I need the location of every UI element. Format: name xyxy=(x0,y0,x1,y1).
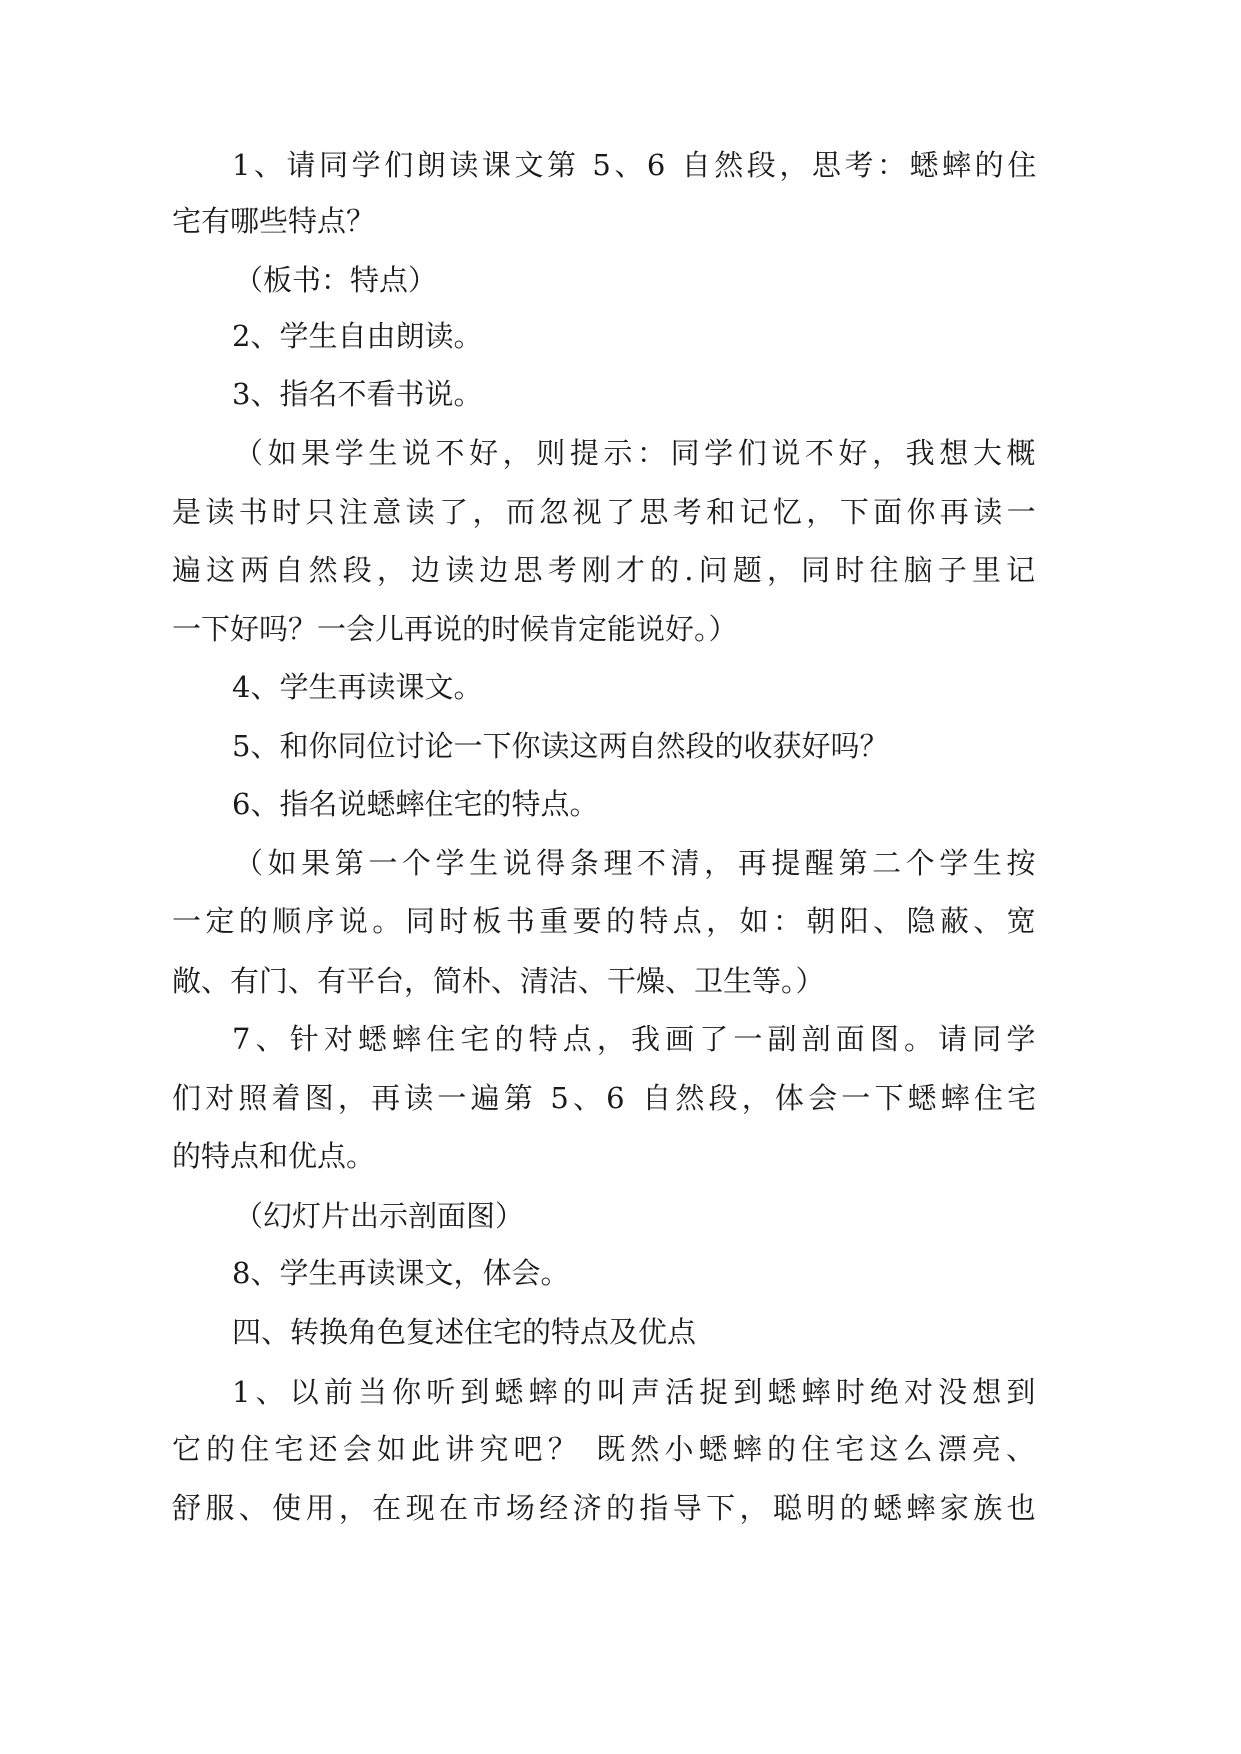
text-line: （板书：特点） xyxy=(234,263,438,297)
text-line: 6、指名说蟋蟀住宅的特点。 xyxy=(232,787,599,821)
text-line: 的特点和优点。 xyxy=(172,1139,376,1173)
text-line: 4、学生再读课文。 xyxy=(232,670,483,704)
text-line: 3、指名不看书说。 xyxy=(232,377,483,411)
text-line: 四、转换角色复述住宅的特点及优点 xyxy=(232,1315,697,1349)
text-line: 一下好吗？一会儿再说的时候肯定能说好。） xyxy=(172,612,738,646)
text-line: 舒服、使用，在现在市场经济的指导下，聪明的蟋蟀家族也 xyxy=(172,1491,1041,1525)
text-line: 是读书时只注意读了，而忽视了思考和记忆，下面你再读一 xyxy=(172,495,1041,529)
text-line: 敞、有门、有平台，简朴、清洁、干燥、卫生等。） xyxy=(172,964,825,998)
text-line: 2、学生自由朗读。 xyxy=(232,319,483,353)
text-line: （幻灯片出示剖面图） xyxy=(234,1199,525,1233)
text-line: 7、针对蟋蟀住宅的特点，我画了一副剖面图。请同学 xyxy=(232,1022,1041,1056)
text-line: 5、和你同位讨论一下你读这两自然段的收获好吗？ xyxy=(232,729,889,763)
text-line: 遍这两自然段，边读边思考刚才的.问题，同时往脑子里记 xyxy=(172,553,1041,587)
text-line: 它的住宅还会如此讲究吧？ 既然小蟋蟀的住宅这么漂亮、 xyxy=(172,1432,1041,1466)
text-line: 1、请同学们朗读课文第 5、6 自然段，思考：蟋蟀的住 xyxy=(232,148,1040,182)
text-line: 们对照着图，再读一遍第 5、6 自然段，体会一下蟋蟀住宅 xyxy=(172,1081,1041,1115)
text-line: 宅有哪些特点？ xyxy=(172,204,376,238)
text-line: 1、以前当你听到蟋蟀的叫声活捉到蟋蟀时绝对没想到 xyxy=(232,1375,1041,1409)
text-line: 一定的顺序说。同时板书重要的特点，如：朝阳、隐蔽、宽 xyxy=(172,904,1041,938)
text-line: （如果第一个学生说得条理不清，再提醒第二个学生按 xyxy=(234,846,1041,880)
text-line: 8、学生再读课文，体会。 xyxy=(232,1256,570,1290)
text-line: （如果学生说不好，则提示：同学们说不好，我想大概 xyxy=(234,436,1041,470)
